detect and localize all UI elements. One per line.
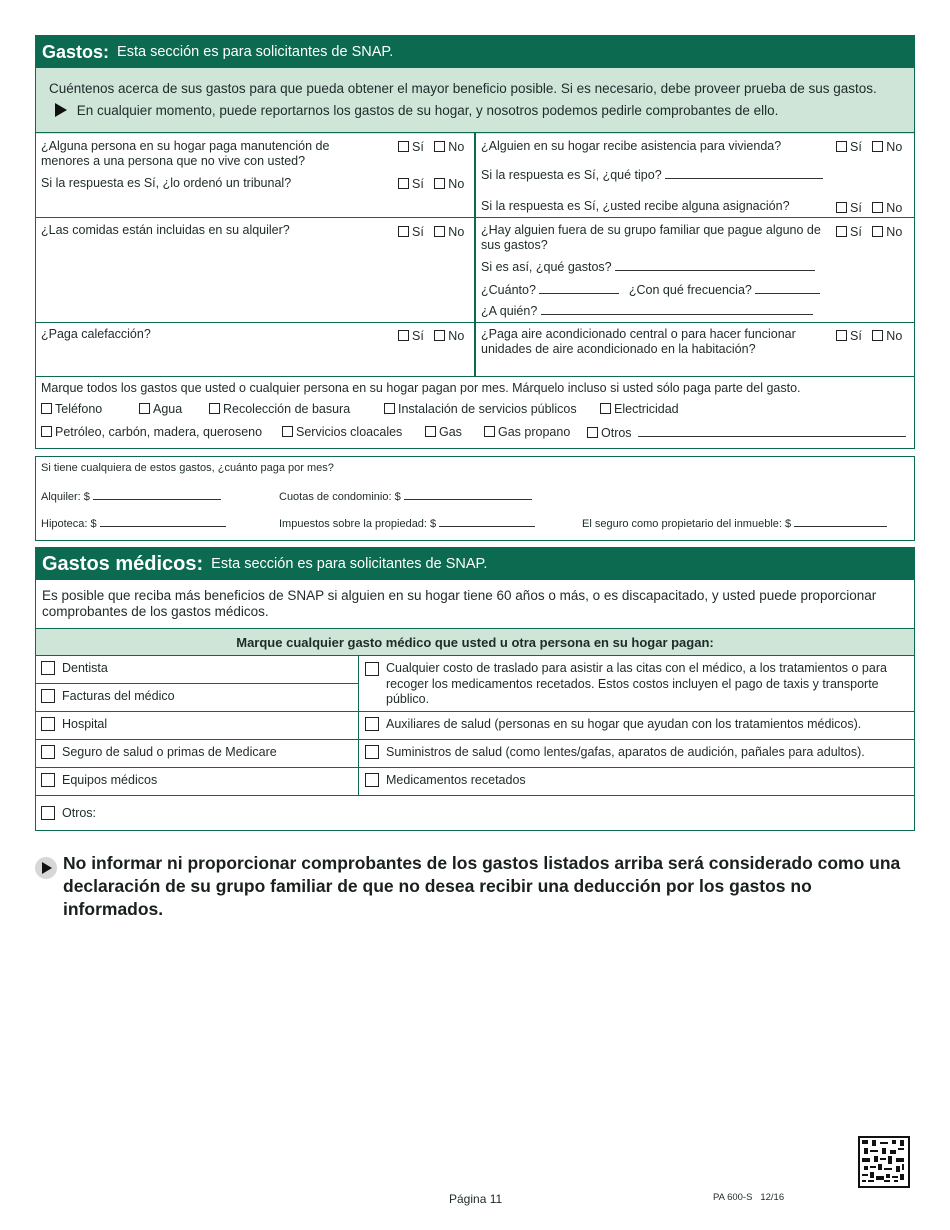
insurance-field: El seguro como propietario del inmueble: $ [582, 515, 887, 532]
gastos-subtitle: Esta sección es para solicitantes de SNAP. [117, 44, 394, 60]
rent-field: Alquiler: $ [41, 488, 221, 505]
no-checkbox[interactable] [872, 202, 883, 213]
no-checkbox[interactable] [872, 330, 883, 341]
checkbox[interactable] [41, 661, 55, 675]
mortgage-field: Hipoteca: $ [41, 515, 226, 532]
no-checkbox[interactable] [434, 330, 445, 341]
checkbox[interactable] [365, 662, 379, 676]
medical-intro: Es posible que reciba más beneficios de SNAP si alguien en su hogar tiene 60 años o más, o es discapacitado, y usted puede proporcionar comprobantes de los gastos médicos. [42, 588, 877, 619]
medical-header [36, 548, 914, 580]
checkbox[interactable] [365, 717, 379, 731]
condo-input[interactable] [404, 488, 532, 500]
q-child-support: ¿Alguna persona en su hogar paga manutención de menores a una persona que no vive con usted? [41, 139, 330, 168]
gastos-title: Gastos: [42, 41, 110, 62]
utility-gas[interactable]: Gas [425, 425, 462, 440]
q-air-conditioning-options: Sí No [836, 329, 909, 343]
q-heating: ¿Paga calefacción? [41, 327, 151, 341]
medical-insurance[interactable]: Seguro de salud o primas de Medicare [41, 745, 277, 759]
frequency-field[interactable] [755, 282, 820, 294]
utility-other[interactable]: Otros [587, 425, 906, 441]
checkbox[interactable] [41, 806, 55, 820]
q-allowance-options: Sí No [836, 201, 909, 215]
no-checkbox[interactable] [434, 226, 445, 237]
utility-installation[interactable]: Instalación de servicios públicos [384, 402, 577, 417]
property-tax-input[interactable] [439, 515, 535, 527]
medical-doctor-bills[interactable]: Facturas del médico [41, 689, 175, 703]
checkbox[interactable] [41, 745, 55, 759]
warning-block [35, 852, 915, 921]
arrow-icon [55, 103, 67, 117]
gastos-header [36, 36, 914, 68]
yes-checkbox[interactable] [398, 226, 409, 237]
q-how-much: ¿Cuánto? ¿Con qué frecuencia? [481, 282, 820, 298]
medical-transport[interactable]: Cualquier costo de traslado para asistir a las citas con el médico, a los tratamientos o para recoger los medicamentos recetados. Estos costos incluyen el pago de taxis y transporte público. [365, 661, 895, 708]
medical-supplies[interactable]: Suministros de salud (como lentes/gafas, aparatos de audición, pañales para adultos). [365, 745, 865, 759]
utility-sewer[interactable]: Servicios cloacales [282, 425, 402, 440]
medical-prescriptions[interactable]: Medicamentos recetados [365, 773, 526, 787]
utility-fuel[interactable]: Petróleo, carbón, madera, queroseno [41, 425, 262, 440]
q-heating-options: Sí No [398, 329, 471, 343]
checkbox[interactable] [41, 717, 55, 731]
yes-checkbox[interactable] [836, 202, 847, 213]
q-housing-type: Si la respuesta es Sí, ¿qué tipo? [481, 167, 823, 183]
monthly-expenses-label: Marque todos los gastos que usted o cualquier persona en su hogar pagan por mes. Márquelo incluso si usted sólo paga parte del gasto. [41, 381, 801, 395]
medical-equipment[interactable]: Equipos médicos [41, 773, 157, 787]
to-whom-field[interactable] [541, 303, 813, 315]
medical-health-aides[interactable]: Auxiliares de salud (personas en su hogar que ayudan con los tratamientos médicos). [365, 717, 861, 731]
insurance-input[interactable] [794, 515, 887, 527]
yes-checkbox[interactable] [836, 141, 847, 152]
property-tax-field: Impuestos sobre la propiedad: $ [279, 515, 535, 532]
warning-text: No informar ni proporcionar comprobantes de los gastos listados arriba será considerado como una declaración de su grupo familiar de que no desea recibir una deducción por los gastos no informados. [63, 853, 901, 919]
checkbox[interactable] [41, 773, 55, 787]
q-housing-assistance: ¿Alguien en su hogar recibe asistencia para vivienda? [481, 139, 782, 153]
yes-checkbox[interactable] [836, 330, 847, 341]
q-child-support-options: Sí No [398, 140, 471, 154]
checkbox[interactable] [365, 745, 379, 759]
medical-title: Gastos médicos: [42, 552, 204, 575]
gastos-intro-box [36, 68, 914, 134]
medical-hospital[interactable]: Hospital [41, 717, 107, 731]
q-which-expenses: Si es así, ¿qué gastos? [481, 259, 815, 275]
gastos-intro: Cuéntenos acerca de sus gastos para que pueda obtener el mayor beneficio posible. Si es necesario, debe proveer prueba de sus gastos. [49, 81, 877, 96]
medical-dentist[interactable]: Dentista [41, 661, 108, 675]
monthly-costs-question: Si tiene cualquiera de estos gastos, ¿cuánto paga por mes? [41, 462, 334, 474]
q-court-ordered-options: Sí No [398, 177, 471, 191]
medical-subtitle: Esta sección es para solicitantes de SNAP. [211, 556, 488, 572]
medical-other[interactable]: Otros: [41, 806, 96, 820]
form-number: PA 600-S 12/16 [713, 1192, 785, 1203]
qr-code [858, 1136, 910, 1188]
condo-field: Cuotas de condominio: $ [279, 488, 532, 505]
yes-checkbox[interactable] [398, 330, 409, 341]
mortgage-input[interactable] [100, 515, 226, 527]
q-air-conditioning: ¿Paga aire acondicionado central o para hacer funcionar unidades de aire acondicionado en la habitación? [481, 327, 796, 356]
which-expenses-field[interactable] [615, 259, 815, 271]
no-checkbox[interactable] [434, 141, 445, 152]
yes-checkbox[interactable] [398, 141, 409, 152]
rent-input[interactable] [93, 488, 221, 500]
housing-type-field[interactable] [665, 167, 823, 179]
checkbox[interactable] [365, 773, 379, 787]
q-meals-rent-options: Sí No [398, 225, 471, 239]
q-outside-payer-options: Sí No [836, 225, 909, 239]
medical-mark-label: Marque cualquier gasto médico que usted u otra persona en su hogar pagan: [36, 628, 914, 656]
q-allowance: Si la respuesta es Sí, ¿usted recibe alguna asignación? [481, 199, 790, 213]
other-utility-field[interactable] [638, 425, 906, 437]
q-outside-payer: ¿Hay alguien fuera de su grupo familiar que pague alguno de sus gastos? [481, 223, 821, 252]
q-housing-assistance-options: Sí No [836, 140, 909, 154]
checkbox[interactable] [41, 689, 55, 703]
page-number: Página 11 [449, 1192, 503, 1206]
gastos-note: En cualquier momento, puede reportarnos los gastos de su hogar, y nosotros podemos pedirle comprobantes de ello. [76, 103, 779, 118]
arrow-icon [35, 857, 57, 879]
q-meals-rent: ¿Las comidas están incluidas en su alquiler? [41, 223, 290, 237]
no-checkbox[interactable] [872, 226, 883, 237]
utility-water[interactable]: Agua [139, 402, 182, 417]
utility-electricity[interactable]: Electricidad [600, 402, 679, 417]
utility-propane[interactable]: Gas propano [484, 425, 570, 440]
utility-telephone[interactable]: Teléfono [41, 402, 102, 417]
no-checkbox[interactable] [872, 141, 883, 152]
yes-checkbox[interactable] [398, 178, 409, 189]
utility-garbage[interactable]: Recolección de basura [209, 402, 350, 417]
monthly-costs-box [35, 456, 915, 541]
q-to-whom: ¿A quién? [481, 303, 813, 319]
how-much-field[interactable] [539, 282, 619, 294]
no-checkbox[interactable] [434, 178, 445, 189]
yes-checkbox[interactable] [836, 226, 847, 237]
q-court-ordered: Si la respuesta es Sí, ¿lo ordenó un tribunal? [41, 176, 292, 190]
